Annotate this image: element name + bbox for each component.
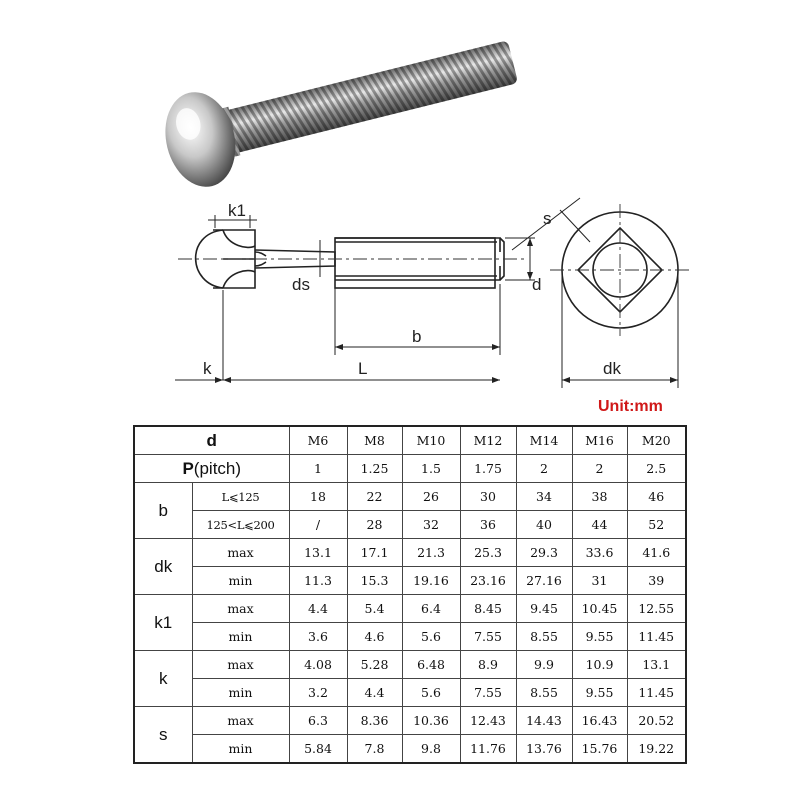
k-row [134, 679, 686, 707]
dk-value: 41.6 [627, 539, 686, 567]
k-value: 3.2 [289, 679, 347, 707]
dk-row [134, 567, 686, 595]
k1-value: 5.6 [402, 623, 460, 651]
s-sub-label: min [192, 735, 289, 764]
pitch-value: 2.5 [627, 455, 686, 483]
k1-value: 4.6 [347, 623, 402, 651]
s-value: 9.8 [402, 735, 460, 764]
b-value: 22 [347, 483, 402, 511]
dk-value: 15.3 [347, 567, 402, 595]
s-value: 19.22 [627, 735, 686, 764]
k1-value: 3.6 [289, 623, 347, 651]
b-value: 46 [627, 483, 686, 511]
label-k1: k1 [228, 201, 246, 220]
pitch-value: 2 [572, 455, 627, 483]
k1-value: 4.4 [289, 595, 347, 623]
b-row [134, 483, 686, 511]
dk-row [134, 539, 686, 567]
k1-value: 8.55 [516, 623, 572, 651]
k1-group-label: k1 [134, 595, 192, 651]
k1-value: 10.45 [572, 595, 627, 623]
pitch-row [134, 455, 686, 483]
b-value: 44 [572, 511, 627, 539]
k-value: 4.4 [347, 679, 402, 707]
k-group-label: k [134, 651, 192, 707]
size-cell: M6 [289, 426, 347, 455]
b-value: 38 [572, 483, 627, 511]
label-d: d [532, 275, 542, 294]
k1-value: 5.4 [347, 595, 402, 623]
b-value: / [289, 511, 347, 539]
k1-value: 9.55 [572, 623, 627, 651]
dk-value: 23.16 [460, 567, 516, 595]
k-value: 11.45 [627, 679, 686, 707]
k1-row [134, 623, 686, 651]
b-row [134, 511, 686, 539]
header-row [134, 426, 686, 455]
label-ds: ds [292, 275, 310, 294]
dk-value: 11.3 [289, 567, 347, 595]
b-value: 52 [627, 511, 686, 539]
s-value: 20.52 [627, 707, 686, 735]
pitch-value: 2 [516, 455, 572, 483]
b-value: 34 [516, 483, 572, 511]
pitch-label [134, 455, 289, 483]
size-cell: M16 [572, 426, 627, 455]
dk-value: 31 [572, 567, 627, 595]
b-value: 40 [516, 511, 572, 539]
k-sub-label: max [192, 651, 289, 679]
dk-group-label: dk [134, 539, 192, 595]
dk-value: 25.3 [460, 539, 516, 567]
bolt-drawing [160, 180, 720, 400]
spec-table-body [134, 426, 686, 763]
s-value: 6.3 [289, 707, 347, 735]
size-cell: M20 [627, 426, 686, 455]
spec-table [133, 425, 687, 764]
k-value: 9.9 [516, 651, 572, 679]
size-cell: M12 [460, 426, 516, 455]
k1-value: 9.45 [516, 595, 572, 623]
pitch-value: 1.25 [347, 455, 402, 483]
k-value: 8.9 [460, 651, 516, 679]
k-value: 10.9 [572, 651, 627, 679]
dk-value: 29.3 [516, 539, 572, 567]
k1-value: 7.55 [460, 623, 516, 651]
k-row [134, 651, 686, 679]
b-value: 26 [402, 483, 460, 511]
pitch-value: 1 [289, 455, 347, 483]
s-value: 7.8 [347, 735, 402, 764]
k1-value: 12.55 [627, 595, 686, 623]
size-cell: M10 [402, 426, 460, 455]
k1-value: 6.4 [402, 595, 460, 623]
header-d-label: d [134, 426, 289, 455]
dk-value: 33.6 [572, 539, 627, 567]
b-sub-label: L⩽125 [192, 483, 289, 511]
k1-value: 8.45 [460, 595, 516, 623]
dk-value: 27.16 [516, 567, 572, 595]
b-value: 18 [289, 483, 347, 511]
s-value: 16.43 [572, 707, 627, 735]
dk-value: 19.16 [402, 567, 460, 595]
label-dk: dk [603, 359, 621, 378]
s-value: 14.43 [516, 707, 572, 735]
s-value: 11.76 [460, 735, 516, 764]
unit-label: Unit:mm [598, 398, 663, 415]
s-value: 12.43 [460, 707, 516, 735]
s-value: 10.36 [402, 707, 460, 735]
pitch-value: 1.75 [460, 455, 516, 483]
k-sub-label: min [192, 679, 289, 707]
k-value: 4.08 [289, 651, 347, 679]
s-value: 13.76 [516, 735, 572, 764]
k-value: 5.6 [402, 679, 460, 707]
dk-value: 13.1 [289, 539, 347, 567]
pitch-label-rest: (pitch) [193, 458, 242, 478]
b-value: 28 [347, 511, 402, 539]
size-cell: M14 [516, 426, 572, 455]
s-group-label: s [134, 707, 192, 764]
pitch-value: 1.5 [402, 455, 460, 483]
s-sub-label: max [192, 707, 289, 735]
dk-value: 39 [627, 567, 686, 595]
s-row [134, 707, 686, 735]
k1-sub-label: max [192, 595, 289, 623]
b-sub-label: 125<L⩽200 [192, 511, 289, 539]
s-value: 8.36 [347, 707, 402, 735]
k-value: 9.55 [572, 679, 627, 707]
dk-sub-label: min [192, 567, 289, 595]
label-k: k [203, 359, 212, 378]
dk-value: 17.1 [347, 539, 402, 567]
label-s: s [543, 209, 552, 228]
s-row [134, 735, 686, 764]
k-value: 6.48 [402, 651, 460, 679]
s-value: 15.76 [572, 735, 627, 764]
b-value: 36 [460, 511, 516, 539]
b-value: 32 [402, 511, 460, 539]
pitch-label-bold: P [182, 458, 194, 478]
size-cell: M8 [347, 426, 402, 455]
b-group-label: b [134, 483, 192, 539]
k-value: 8.55 [516, 679, 572, 707]
k1-row [134, 595, 686, 623]
k-value: 5.28 [347, 651, 402, 679]
b-value: 30 [460, 483, 516, 511]
dk-value: 21.3 [402, 539, 460, 567]
k-value: 7.55 [460, 679, 516, 707]
dk-sub-label: max [192, 539, 289, 567]
bolt-photo [150, 20, 570, 200]
k1-sub-label: min [192, 623, 289, 651]
k1-value: 11.45 [627, 623, 686, 651]
label-L: L [358, 359, 368, 378]
k-value: 13.1 [627, 651, 686, 679]
s-value: 5.84 [289, 735, 347, 764]
label-b: b [412, 327, 422, 346]
